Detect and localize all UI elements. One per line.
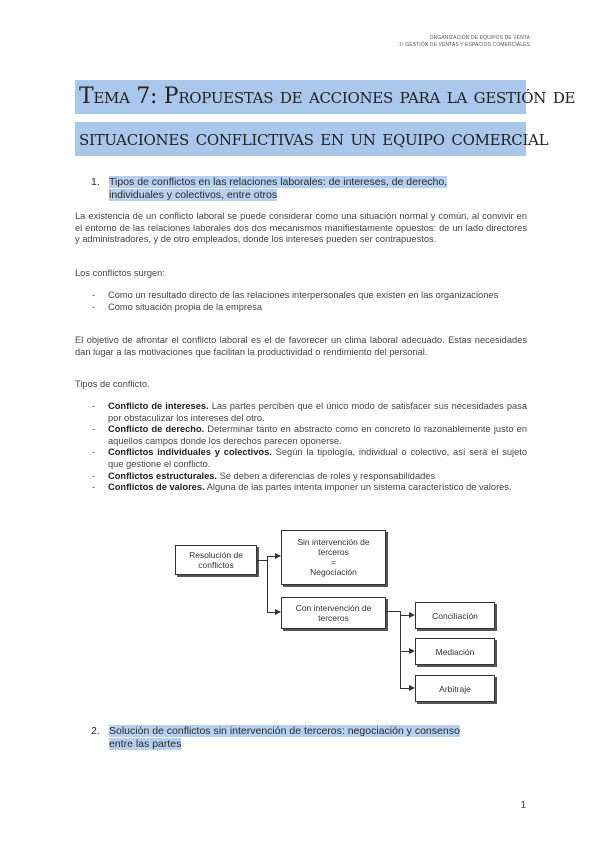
arrow-head <box>409 612 415 618</box>
diagram-arbitraje-label: Arbitraje <box>439 684 471 694</box>
connector-line <box>267 612 275 613</box>
list-text: Se deben a diferencias de roles y responsabilidades <box>217 470 436 481</box>
section-2-heading-line-1: Solución de conflictos sin intervención de terceros: negociación y consenso <box>109 725 460 737</box>
arrow-head <box>409 648 415 654</box>
list-item <box>75 401 527 424</box>
connector-line <box>267 556 275 557</box>
section-2-heading-line-2: entre las partes <box>109 738 182 750</box>
connector-line <box>400 651 409 652</box>
diagram-with-box <box>281 597 386 629</box>
list-text: Según la tipología, individual o colectivo, así será el sujeto que gestione el conflicto. <box>108 447 528 469</box>
running-header <box>399 35 530 49</box>
arrow-head <box>275 609 281 615</box>
section-1-heading-line-2: individuales y colectivos, entre otros <box>109 189 278 201</box>
title-line-2: situaciones conflictivas en un equipo comercial <box>75 122 526 156</box>
paragraph-intro: La existencia de un conflicto laboral se puede considerar como una situación normal y común, al convivir en el entorno de las relaciones laborales dos dos mecanismos manifiestamente opuestos: de un lado directores y administradores, y de otro empleados, donde los intereses pueden ser contrapuestos. <box>75 211 527 245</box>
list-term: Conflicto de derecho. <box>108 424 205 435</box>
diagram-without-line-1: Sin intervención de <box>297 537 370 547</box>
surgen-list <box>75 290 527 313</box>
list-term: Conflictos estructurales. <box>108 470 218 481</box>
list-item: - Como un resultado directo de las relaciones interpersonales que existen en las organizaciones <box>75 290 527 302</box>
diagram-without-line-4: Negociación <box>310 567 357 577</box>
diagram-with-line-1: Con intervención de <box>295 603 372 613</box>
list-item <box>75 482 527 494</box>
list-item <box>75 447 527 470</box>
connector-line <box>400 611 401 689</box>
header-line-1: ORGANIZACIÓN DE EQUIPOS DE VENTA <box>429 35 530 41</box>
diagram-conciliacion-box <box>415 602 495 629</box>
page-number: 1 <box>520 800 526 811</box>
list-text: Determinar tanto en abstracto como en concreto lo razonablemente justo en aquellos campos donde los derechos parecen oponerse. <box>108 424 527 446</box>
tipos-list <box>75 401 527 494</box>
paragraph-tipos: Tipos de conflicto. <box>75 379 150 389</box>
list-term: Conflictos de valores. <box>108 482 205 493</box>
connector-line <box>267 556 268 613</box>
connector-line <box>386 611 400 612</box>
section-1-heading <box>91 176 527 202</box>
list-term: Conflictos individuales y colectivos. <box>108 447 272 458</box>
list-item <box>75 424 527 447</box>
section-1-heading-line-1: Tipos de conflictos en las relaciones laborales: de intereses, de derecho, <box>109 176 448 188</box>
page-title <box>75 80 576 164</box>
diagram-without-line-2: terceros <box>318 547 349 557</box>
diagram-without-line-3: = <box>331 557 336 567</box>
diagram-mediacion-box <box>415 638 495 665</box>
list-item: - Como situación propia de la empresa <box>75 302 527 314</box>
list-item <box>75 471 527 483</box>
diagram-without-box <box>281 530 386 585</box>
arrow-head <box>275 553 281 559</box>
header-line-2: 1º GESTIÓN DE VENTAS Y ESPACIOS COMERCIALES <box>398 42 530 48</box>
paragraph-surgen: Los conflictos surgen: <box>75 268 165 278</box>
list-text: Alguna de las partes intenta imponer un sistema característico de valores. <box>204 482 512 493</box>
diagram-mediacion-label: Mediación <box>435 647 475 657</box>
section-2-heading <box>91 725 527 751</box>
diagram-root-label: Resolución de conflictos <box>189 550 243 570</box>
diagram-conciliacion-label: Conciliación <box>432 611 478 621</box>
section-2-number: 2. <box>91 725 100 737</box>
connector-line <box>400 688 409 689</box>
arrow-head <box>409 685 415 691</box>
connector-line <box>400 615 409 616</box>
diagram-root-box <box>175 545 257 575</box>
section-1-number: 1. <box>91 176 100 188</box>
diagram-arbitraje-box <box>415 675 495 702</box>
diagram-with-line-2: terceros <box>318 613 349 623</box>
list-text: Las partes perciben que el único modo de satisfacer sus necesidades pasa por obstaculizar los intereses del otro. <box>108 401 527 423</box>
title-line-1: Tema 7: Propuestas de acciones para la gestión de <box>75 80 526 114</box>
paragraph-objetivo: El objetivo de afrontar el conflicto laboral es el de favorecer un clima laboral adecuado. Estas necesidades dan lugar a las motivaciones que facilitan la productividad o rendimiento del personal. <box>75 335 527 357</box>
list-term: Conflicto de intereses. <box>108 401 209 411</box>
